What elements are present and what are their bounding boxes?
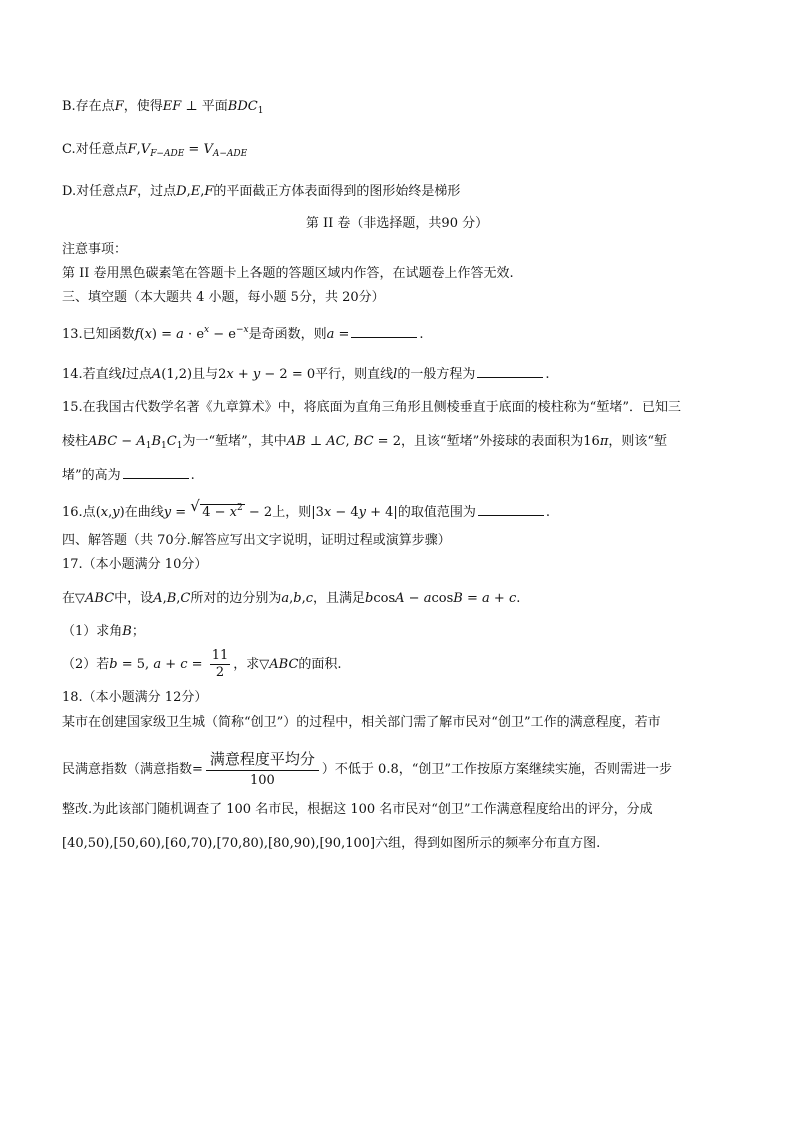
question-17-part-2: （2）若b = 5, a + c = $\frac{11}{2}$ ，求▽ABC的面积. [62,648,342,680]
answer-blank[interactable] [477,365,543,378]
question-15-line-3: 堵”的高为 . [62,468,195,483]
question-18-title: 18.（本小题满分 12分） [62,690,208,705]
satisfaction-index-fraction: $\frac{\text{满意程度平均分}}{100}$ [206,748,319,791]
answer-blank[interactable] [123,466,189,479]
question-18-line-1: 某市在创建国家级卫生城（简称“创卫”）的过程中，相关部门需了解市民对“创卫”工作的满意程度，若市 [62,715,661,730]
question-15-line-2: 棱柱ABC − $A_1B_1C_1$为一“堑堵”，其中AB ⊥ AC, BC = 2，且该“堑堵”外接球的表面积为16π，则该“堑 [62,434,668,451]
fill-in-heading: 三、填空题（本大题共 4 小题，每小题 5分，共 20分） [62,290,385,305]
notes-text: 第 II 卷用黑色碳素笔在答题卡上各题的答题区域内作答，在试题卷上作答无效. [62,266,514,281]
question-17-part-1: （1）求角B； [62,624,145,639]
question-17-title: 17.（本小题满分 10分） [62,557,208,572]
question-14: 14.若直线l过点A(1,2)且与2x + y − 2 = 0平行，则直线l的一般方程为 . [62,367,550,382]
question-15-line-1: 15.在我国古代数学名著《九章算术》中，将底面为直角三角形且侧棱垂直于底面的棱柱称为“堑堵”．已知三 [62,400,681,415]
notes-heading: 注意事项： [62,242,128,257]
question-13: 13.已知函数$f(x) = a \cdot e^x - e^{-x}$是奇函数，则a = . [62,325,424,342]
solve-heading: 四、解答题（共 70分.解答应写出文字说明，证明过程或演算步骤） [62,533,451,548]
question-18-line-2: 民满意指数（满意指数= $\frac{\text{满意程度平均分}}{100}$ ）不低于 0.8，“创卫”工作按原方案继续实施，否则需进一步 [62,748,672,791]
answer-blank[interactable] [351,325,417,338]
option-d: D.对任意点F，过点D,E,F的平面截正方体表面得到的图形始终是梯形 [62,184,461,199]
section-title: 第 II 卷（非选择题，共90 分） [305,216,489,231]
option-b: B.存在点F，使得EF ⊥ 平面$BDC_1$ [62,99,264,116]
question-18-line-4: [40,50),[50,60),[60,70),[70,80),[80,90),[90,100]六组，得到如图所示的频率分布直方图. [62,836,601,851]
question-16: 16.点(x,y)在曲线y = √ $4 - x^2 - 2$上，则|3x − 4y + 4|的取值范围为 . [62,498,550,523]
question-17-stem: 在▽ABC中，设A,B,C所对的边分别为a,b,c，且满足bcosA − acosB = a + c. [62,591,521,606]
question-18-line-3: 整改.为此该部门随机调查了 100 名市民，根据这 100 名市民对“创卫”工作满意程度给出的评分，分成 [62,802,653,817]
option-c: C.对任意点$F,V_{F-ADE} = V_{A-ADE}$ [62,142,248,159]
answer-blank[interactable] [478,503,544,516]
